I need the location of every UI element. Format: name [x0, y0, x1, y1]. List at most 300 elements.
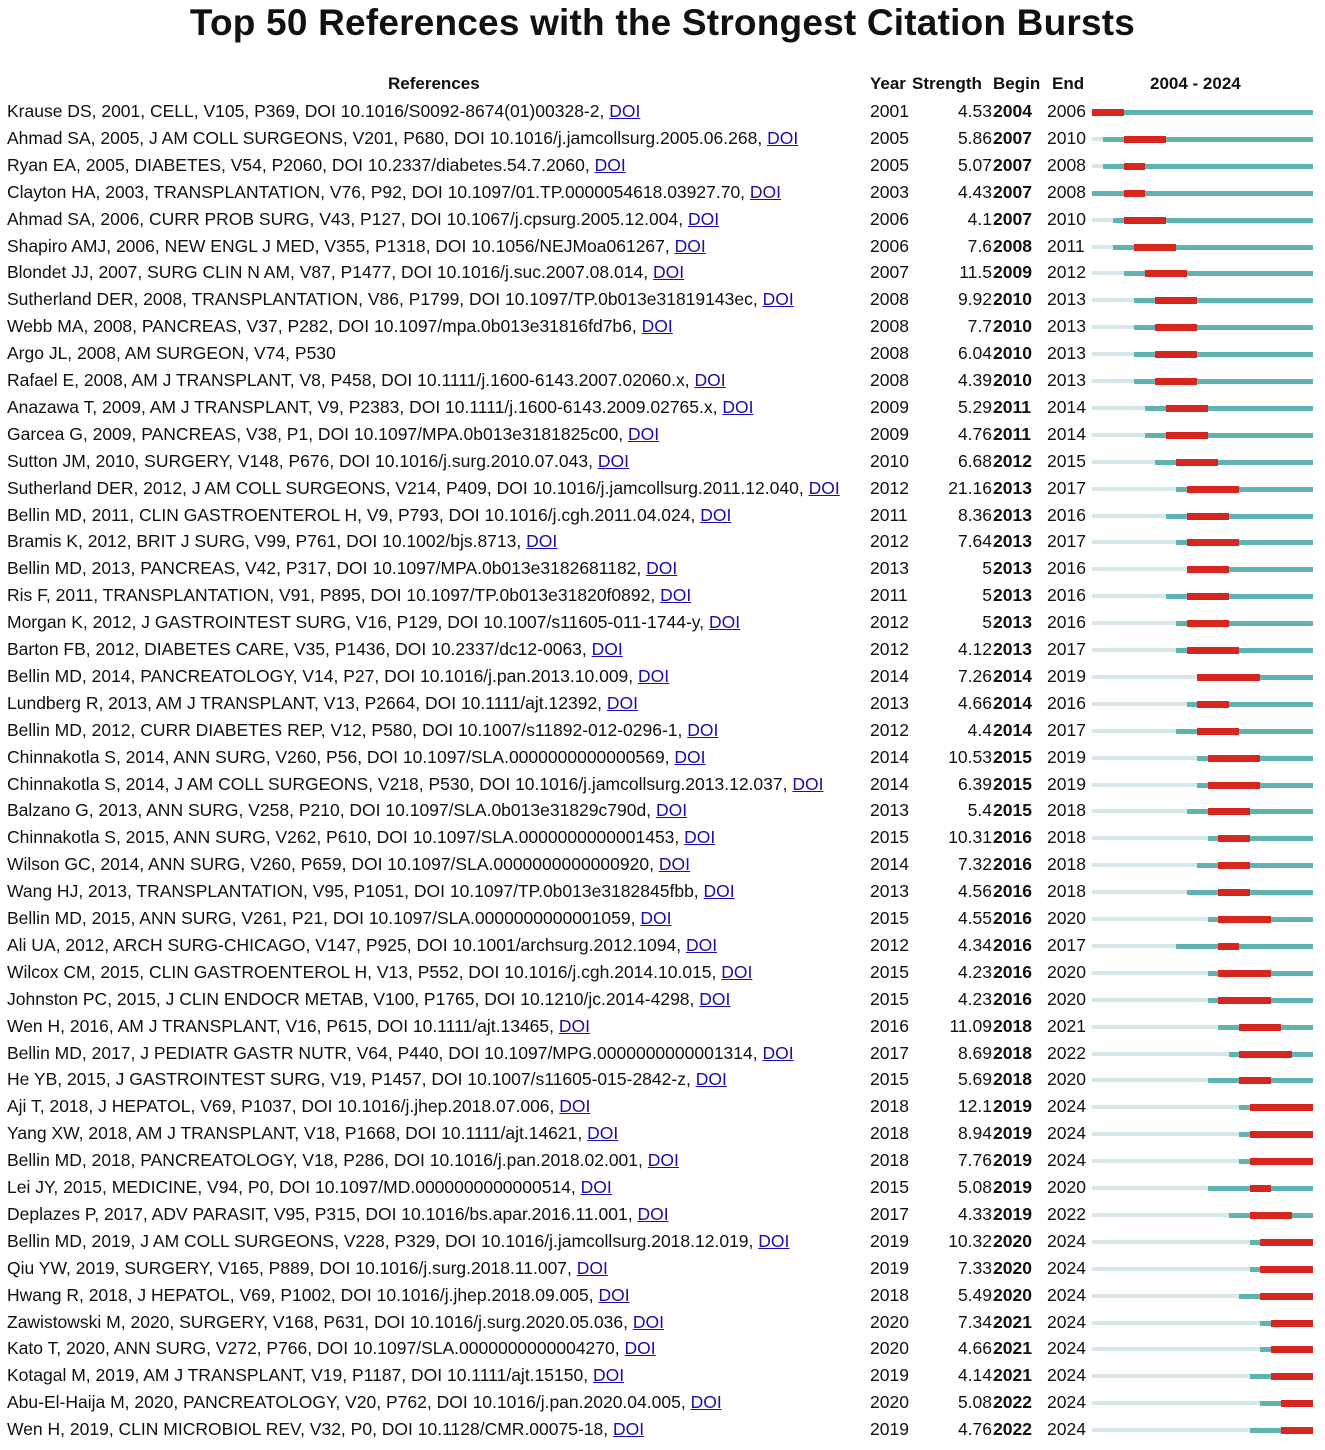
reference-citation: Krause DS, 2001, CELL, V105, P369, DOI 10.1016/S0092-8674(01)00328-2,	[7, 101, 605, 121]
strength-cell: 4.14	[957, 1365, 992, 1386]
strength-cell: 4.12	[957, 639, 992, 659]
strength-cell: 8.36	[957, 504, 992, 525]
begin-cell: 2014	[993, 719, 1032, 740]
doi-link[interactable]: DOI	[685, 934, 718, 955]
end-cell: 2018	[1047, 881, 1086, 902]
year-cell: 2018	[870, 1150, 909, 1171]
doi-link[interactable]: DOI	[762, 1042, 794, 1063]
burst-timeline	[1092, 475, 1313, 502]
year-cell: 2019	[870, 1365, 909, 1386]
burst-segment	[1218, 970, 1271, 977]
inactive-segment	[1092, 863, 1197, 867]
end-cell: 2024	[1047, 1096, 1086, 1117]
begin-cell: 2016	[993, 934, 1032, 955]
burst-segment	[1218, 916, 1271, 923]
burst-timeline	[1092, 851, 1313, 878]
strength-cell: 4.76	[957, 423, 992, 444]
burst-segment	[1250, 1185, 1271, 1192]
reference-text	[7, 502, 865, 529]
reference-citation: Yang XW, 2018, AM J TRANSPLANT, V18, P1668, DOI 10.1111/ajt.14621,	[7, 1123, 583, 1144]
table-row	[0, 582, 1325, 609]
reference-citation: Bellin MD, 2014, PANCREATOLOGY, V14, P27, DOI 10.1016/j.pan.2013.10.009,	[7, 665, 634, 686]
reference-text	[7, 1066, 865, 1093]
end-cell: 2019	[1047, 746, 1086, 767]
doi-link[interactable]: DOI	[690, 1392, 722, 1413]
begin-cell: 2019	[993, 1203, 1032, 1224]
strength-cell: 5.29	[957, 396, 992, 417]
table-row	[0, 421, 1325, 448]
end-cell: 2022	[1047, 1042, 1086, 1063]
doi-link[interactable]: DOI	[637, 1203, 669, 1224]
inactive-segment	[1092, 917, 1208, 921]
begin-cell: 2010	[993, 289, 1032, 310]
end-cell: 2013	[1047, 316, 1086, 337]
year-cell: 2009	[870, 396, 909, 417]
inactive-segment	[1092, 245, 1113, 249]
burst-segment	[1250, 1131, 1313, 1138]
reference-citation: Garcea G, 2009, PANCREAS, V38, P1, DOI 10.1097/MPA.0b013e3181825c00,	[7, 423, 624, 444]
active-segment	[1176, 944, 1313, 949]
reference-text	[7, 1255, 865, 1282]
year-cell: 2009	[870, 423, 909, 444]
reference-citation: He YB, 2015, J GASTROINTEST SURG, V19, P1457, DOI 10.1007/s11605-015-2842-z,	[7, 1069, 691, 1090]
inactive-segment	[1092, 756, 1197, 760]
doi-link[interactable]: DOI	[687, 719, 719, 740]
burst-segment	[1187, 513, 1229, 520]
end-cell: 2020	[1047, 1069, 1086, 1090]
year-cell: 2012	[870, 477, 909, 498]
reference-text	[7, 636, 865, 663]
doi-link[interactable]: DOI	[628, 423, 660, 444]
year-cell: 2011	[870, 504, 908, 525]
reference-text	[7, 152, 865, 179]
end-cell: 2019	[1047, 665, 1086, 686]
reference-citation: Lei JY, 2015, MEDICINE, V94, P0, DOI 10.1097/MD.0000000000000514,	[7, 1177, 576, 1197]
doi-link[interactable]: DOI	[684, 827, 716, 848]
begin-cell: 2020	[993, 1230, 1032, 1251]
doi-link[interactable]: DOI	[758, 1230, 790, 1251]
end-cell: 2014	[1047, 423, 1086, 444]
table-row	[0, 367, 1325, 394]
reference-text	[7, 878, 865, 905]
burst-timeline	[1092, 690, 1313, 717]
strength-cell: 10.31	[948, 827, 992, 848]
end-cell: 2017	[1047, 719, 1086, 740]
inactive-segment	[1092, 890, 1187, 894]
inactive-segment	[1092, 406, 1145, 410]
reference-citation: Kato T, 2020, ANN SURG, V272, P766, DOI 10.1097/SLA.0000000000004270,	[7, 1338, 620, 1359]
reference-text	[7, 1093, 865, 1120]
burst-segment	[1187, 486, 1240, 493]
header-range: 2004 - 2024	[1150, 74, 1241, 93]
end-cell: 2018	[1047, 827, 1086, 848]
burst-segment	[1155, 351, 1197, 358]
burst-segment	[1124, 217, 1166, 224]
year-cell: 2020	[870, 1311, 909, 1332]
doi-link[interactable]: DOI	[594, 154, 626, 175]
reference-text	[7, 1362, 865, 1389]
doi-link[interactable]: DOI	[576, 1257, 608, 1278]
burst-segment	[1155, 324, 1197, 331]
burst-timeline	[1092, 555, 1313, 582]
doi-link[interactable]: DOI	[749, 181, 782, 202]
reference-citation: Wilcox CM, 2015, CLIN GASTROENTEROL H, V13, P552, DOI 10.1016/j.cgh.2014.10.015,	[7, 961, 717, 982]
burst-timeline	[1092, 1066, 1313, 1093]
strength-cell: 4.66	[957, 1338, 992, 1359]
burst-timeline	[1092, 824, 1313, 851]
burst-segment	[1145, 270, 1187, 277]
reference-citation: Zawistowski M, 2020, SURGERY, V168, P631, DOI 10.1016/j.surg.2020.05.036,	[7, 1311, 628, 1332]
burst-segment	[1187, 647, 1240, 654]
year-cell: 2015	[870, 827, 909, 848]
doi-link[interactable]: DOI	[703, 881, 735, 902]
begin-cell: 2021	[993, 1338, 1032, 1359]
reference-text	[7, 797, 865, 824]
strength-cell: 5.49	[957, 1284, 992, 1305]
reference-text	[7, 179, 865, 206]
begin-cell: 2016	[993, 827, 1032, 848]
burst-timeline	[1092, 1147, 1313, 1174]
burst-timeline	[1092, 582, 1313, 609]
begin-cell: 2016	[993, 961, 1032, 982]
end-cell: 2017	[1047, 639, 1086, 659]
strength-cell: 11.09	[949, 1015, 992, 1036]
doi-link[interactable]: DOI	[722, 396, 754, 417]
table-row	[0, 1201, 1325, 1228]
inactive-segment	[1092, 621, 1176, 625]
strength-cell: 5	[982, 612, 992, 633]
reference-citation: Balzano G, 2013, ANN SURG, V258, P210, DOI 10.1097/SLA.0b013e31829c790d,	[7, 800, 652, 821]
doi-link[interactable]: DOI	[646, 558, 678, 579]
doi-link[interactable]: DOI	[808, 477, 840, 498]
doi-link[interactable]: DOI	[699, 988, 731, 1009]
burst-timeline	[1092, 448, 1313, 475]
begin-cell: 2015	[993, 773, 1032, 794]
table-row	[0, 771, 1325, 798]
end-cell: 2016	[1047, 692, 1086, 713]
doi-link[interactable]: DOI	[655, 800, 688, 821]
end-cell: 2016	[1047, 612, 1086, 633]
burst-timeline	[1092, 259, 1313, 286]
end-cell: 2013	[1047, 289, 1086, 310]
doi-link[interactable]: DOI	[526, 531, 558, 552]
inactive-segment	[1092, 1132, 1239, 1136]
burst-timeline	[1092, 528, 1313, 555]
reference-text	[7, 555, 865, 582]
begin-cell: 2010	[993, 316, 1032, 337]
strength-cell: 5.08	[957, 1392, 992, 1413]
begin-cell: 2021	[993, 1311, 1032, 1332]
end-cell: 2024	[1047, 1284, 1086, 1305]
doi-link[interactable]: DOI	[609, 101, 641, 121]
reference-citation: Bellin MD, 2019, J AM COLL SURGEONS, V228, P329, DOI 10.1016/j.jamcollsurg.2018.12.019,	[7, 1230, 754, 1251]
year-cell: 2017	[870, 1042, 909, 1063]
reference-citation: Bellin MD, 2015, ANN SURG, V261, P21, DOI 10.1097/SLA.0000000000001059,	[7, 908, 636, 928]
inactive-segment	[1092, 1025, 1218, 1029]
reference-citation: Ahmad SA, 2005, J AM COLL SURGEONS, V201, P680, DOI 10.1016/j.jamcollsurg.2005.06.268,	[7, 127, 763, 148]
burst-segment	[1239, 1024, 1281, 1031]
inactive-segment	[1092, 1186, 1208, 1190]
year-cell: 2006	[870, 208, 909, 229]
reference-citation: Webb MA, 2008, PANCREAS, V37, P282, DOI 10.1097/mpa.0b013e31816fd7b6,	[7, 316, 637, 337]
doi-link[interactable]: DOI	[641, 316, 673, 337]
burst-segment	[1166, 432, 1208, 439]
burst-segment	[1250, 1158, 1313, 1165]
year-cell: 2012	[870, 639, 909, 659]
reference-citation: Johnston PC, 2015, J CLIN ENDOCR METAB, V100, P1765, DOI 10.1210/jc.2014-4298,	[7, 988, 695, 1009]
begin-cell: 2015	[993, 800, 1032, 821]
reference-citation: Barton FB, 2012, DIABETES CARE, V35, P1436, DOI 10.2337/dc12-0063,	[7, 639, 587, 659]
inactive-segment	[1092, 325, 1134, 329]
begin-cell: 2004	[993, 101, 1032, 121]
reference-citation: Deplazes P, 2017, ADV PARASIT, V95, P315, DOI 10.1016/bs.apar.2016.11.001,	[7, 1203, 633, 1224]
reference-text	[7, 771, 865, 798]
inactive-segment	[1092, 1374, 1250, 1378]
begin-cell: 2016	[993, 908, 1032, 928]
year-cell: 2005	[870, 127, 909, 148]
year-cell: 2018	[870, 1096, 909, 1117]
table-row	[0, 313, 1325, 340]
year-cell: 2007	[870, 262, 909, 283]
strength-cell: 7.26	[957, 665, 992, 686]
year-cell: 2006	[870, 235, 909, 256]
end-cell: 2016	[1047, 585, 1086, 606]
inactive-segment	[1092, 379, 1134, 383]
burst-segment	[1281, 1427, 1313, 1434]
inactive-segment	[1092, 514, 1166, 518]
doi-link[interactable]: DOI	[708, 612, 741, 633]
burst-segment	[1218, 835, 1250, 842]
reference-text	[7, 1228, 865, 1255]
burst-timeline	[1092, 609, 1313, 636]
end-cell: 2016	[1047, 558, 1086, 579]
inactive-segment	[1092, 271, 1124, 275]
burst-segment	[1239, 1051, 1292, 1058]
active-segment	[1197, 863, 1313, 868]
burst-segment	[1260, 1266, 1313, 1273]
reference-text	[7, 340, 865, 367]
inactive-segment	[1092, 460, 1155, 464]
strength-cell: 7.34	[957, 1311, 992, 1332]
doi-link[interactable]: DOI	[660, 585, 692, 606]
doi-link[interactable]: DOI	[658, 854, 690, 875]
doi-link[interactable]: DOI	[598, 1284, 630, 1305]
doi-link[interactable]: DOI	[721, 961, 753, 982]
begin-cell: 2011	[993, 396, 1031, 417]
reference-text	[7, 421, 865, 448]
doi-link[interactable]: DOI	[694, 370, 726, 390]
end-cell: 2020	[1047, 961, 1086, 982]
reference-text	[7, 690, 865, 717]
year-cell: 2011	[870, 585, 908, 606]
doi-link[interactable]: DOI	[624, 1338, 656, 1359]
burst-timeline	[1092, 636, 1313, 663]
burst-timeline	[1092, 313, 1313, 340]
reference-text	[7, 1120, 865, 1147]
strength-cell: 4.56	[957, 881, 992, 902]
end-cell: 2013	[1047, 370, 1086, 390]
burst-segment	[1124, 136, 1166, 143]
end-cell: 2024	[1047, 1150, 1086, 1171]
table-row	[0, 663, 1325, 690]
year-cell: 2012	[870, 719, 909, 740]
year-cell: 2008	[870, 316, 909, 337]
reference-citation: Bellin MD, 2013, PANCREAS, V42, P317, DOI 10.1097/MPA.0b013e3182681182,	[7, 558, 642, 579]
reference-citation: Bellin MD, 2011, CLIN GASTROENTEROL H, V9, P793, DOI 10.1016/j.cgh.2011.04.024,	[7, 504, 696, 525]
reference-text	[7, 744, 865, 771]
end-cell: 2024	[1047, 1392, 1086, 1413]
strength-cell: 4.66	[957, 692, 992, 713]
strength-cell: 4.43	[957, 181, 992, 202]
reference-text	[7, 98, 865, 125]
inactive-segment	[1092, 1078, 1208, 1082]
begin-cell: 2011	[993, 423, 1031, 444]
reference-text	[7, 475, 865, 502]
table-row	[0, 528, 1325, 555]
reference-citation: Wang HJ, 2013, TRANSPLANTATION, V95, P1051, DOI 10.1097/TP.0b013e3182845fbb,	[7, 881, 699, 902]
table-row	[0, 206, 1325, 233]
table-row	[0, 717, 1325, 744]
header-end: End	[1052, 74, 1085, 93]
begin-cell: 2014	[993, 692, 1032, 713]
doi-link[interactable]: DOI	[580, 1177, 612, 1197]
begin-cell: 2016	[993, 988, 1032, 1009]
end-cell: 2024	[1047, 1365, 1086, 1386]
doi-link[interactable]: DOI	[559, 1096, 591, 1117]
strength-cell: 7.7	[967, 316, 992, 337]
reference-text	[7, 959, 865, 986]
begin-cell: 2009	[993, 262, 1032, 283]
reference-text	[7, 1013, 865, 1040]
doi-link[interactable]: DOI	[652, 262, 685, 283]
doi-link[interactable]: DOI	[762, 289, 794, 310]
inactive-segment	[1092, 729, 1176, 733]
inactive-segment	[1092, 702, 1187, 706]
end-cell: 2024	[1047, 1311, 1086, 1332]
strength-cell: 4.33	[957, 1203, 992, 1224]
inactive-segment	[1092, 1105, 1239, 1109]
doi-link[interactable]: DOI	[647, 1150, 679, 1171]
table-row	[0, 959, 1325, 986]
burst-timeline	[1092, 797, 1313, 824]
table-row	[0, 1174, 1325, 1201]
burst-segment	[1250, 1212, 1292, 1219]
inactive-segment	[1092, 540, 1176, 544]
inactive-segment	[1092, 352, 1134, 356]
table-row	[0, 448, 1325, 475]
reference-text	[7, 986, 865, 1013]
burst-timeline	[1092, 905, 1313, 932]
burst-segment	[1271, 1346, 1313, 1353]
end-cell: 2024	[1047, 1338, 1086, 1359]
doi-link[interactable]: DOI	[613, 1419, 645, 1440]
reference-citation: Kotagal M, 2019, AM J TRANSPLANT, V19, P1187, DOI 10.1111/ajt.15150,	[7, 1365, 589, 1386]
year-cell: 2020	[870, 1392, 909, 1413]
doi-link[interactable]: DOI	[674, 235, 706, 256]
doi-link[interactable]: DOI	[558, 1015, 591, 1036]
inactive-segment	[1092, 944, 1176, 948]
strength-cell: 6.04	[957, 343, 992, 364]
reference-text	[7, 1416, 865, 1443]
doi-link[interactable]: DOI	[591, 639, 623, 659]
year-cell: 2013	[870, 800, 909, 821]
reference-citation: Lundberg R, 2013, AM J TRANSPLANT, V13, P2664, DOI 10.1111/ajt.12392,	[7, 692, 603, 713]
reference-text	[7, 582, 865, 609]
begin-cell: 2008	[993, 235, 1032, 256]
strength-cell: 12.1	[957, 1096, 992, 1117]
strength-cell: 5.08	[957, 1177, 992, 1197]
doi-link[interactable]: DOI	[587, 1123, 619, 1144]
reference-text	[7, 125, 865, 152]
inactive-segment	[1092, 1159, 1239, 1163]
doi-link[interactable]: DOI	[767, 127, 799, 148]
doi-link[interactable]: DOI	[700, 504, 732, 525]
burst-segment	[1260, 1293, 1313, 1300]
reference-citation: Anazawa T, 2009, AM J TRANSPLANT, V9, P2383, DOI 10.1111/j.1600-6143.2009.02765.x,	[7, 396, 718, 417]
inactive-segment	[1092, 1213, 1229, 1217]
doi-link[interactable]: DOI	[638, 665, 670, 686]
burst-timeline	[1092, 502, 1313, 529]
reference-text	[7, 313, 865, 340]
strength-cell: 7.64	[957, 531, 992, 552]
burst-segment	[1134, 244, 1176, 251]
reference-citation: Ris F, 2011, TRANSPLANTATION, V91, P895, DOI 10.1097/TP.0b013e31820f0892,	[7, 585, 656, 606]
reference-citation: Ryan EA, 2005, DIABETES, V54, P2060, DOI 10.2337/diabetes.54.7.2060,	[7, 154, 590, 175]
strength-cell: 4.39	[957, 370, 992, 390]
inactive-segment	[1092, 1428, 1250, 1432]
year-cell: 2014	[870, 746, 909, 767]
table-row	[0, 1147, 1325, 1174]
reference-citation: Sutton JM, 2010, SURGERY, V148, P676, DOI 10.1016/j.surg.2010.07.043,	[7, 450, 593, 471]
doi-link[interactable]: DOI	[597, 450, 629, 471]
strength-cell: 7.76	[957, 1150, 992, 1171]
end-cell: 2018	[1047, 800, 1086, 821]
end-cell: 2019	[1047, 773, 1086, 794]
burst-timeline	[1092, 1255, 1313, 1282]
table-row	[0, 1255, 1325, 1282]
table-row	[0, 905, 1325, 932]
table-row	[0, 125, 1325, 152]
strength-cell: 5.4	[967, 800, 992, 821]
reference-citation: Morgan K, 2012, J GASTROINTEST SURG, V16, P129, DOI 10.1007/s11605-011-1744-y,	[7, 612, 705, 633]
burst-timeline	[1092, 1228, 1313, 1255]
burst-timeline	[1092, 717, 1313, 744]
doi-link[interactable]: DOI	[792, 773, 824, 794]
year-cell: 2015	[870, 988, 909, 1009]
table-row	[0, 259, 1325, 286]
doi-link[interactable]: DOI	[606, 692, 639, 713]
doi-link[interactable]: DOI	[640, 908, 672, 928]
begin-cell: 2007	[993, 208, 1032, 229]
doi-link[interactable]: DOI	[687, 208, 720, 229]
doi-link[interactable]: DOI	[674, 746, 706, 767]
reference-citation: Hwang R, 2018, J HEPATOL, V69, P1002, DOI 10.1016/j.jhep.2018.09.005,	[7, 1284, 594, 1305]
reference-text	[7, 394, 865, 421]
table-row	[0, 475, 1325, 502]
burst-segment	[1218, 997, 1271, 1004]
strength-cell: 7.32	[957, 854, 992, 875]
strength-cell: 21.16	[948, 477, 992, 498]
inactive-segment	[1092, 971, 1208, 975]
begin-cell: 2012	[993, 450, 1032, 471]
doi-link[interactable]: DOI	[695, 1069, 727, 1090]
burst-timeline	[1092, 878, 1313, 905]
reference-citation: Wilson GC, 2014, ANN SURG, V260, P659, DOI 10.1097/SLA.0000000000000920,	[7, 854, 654, 875]
table-row	[0, 1389, 1325, 1416]
doi-link[interactable]: DOI	[632, 1311, 664, 1332]
doi-link[interactable]: DOI	[592, 1365, 625, 1386]
year-cell: 2016	[870, 1015, 909, 1036]
